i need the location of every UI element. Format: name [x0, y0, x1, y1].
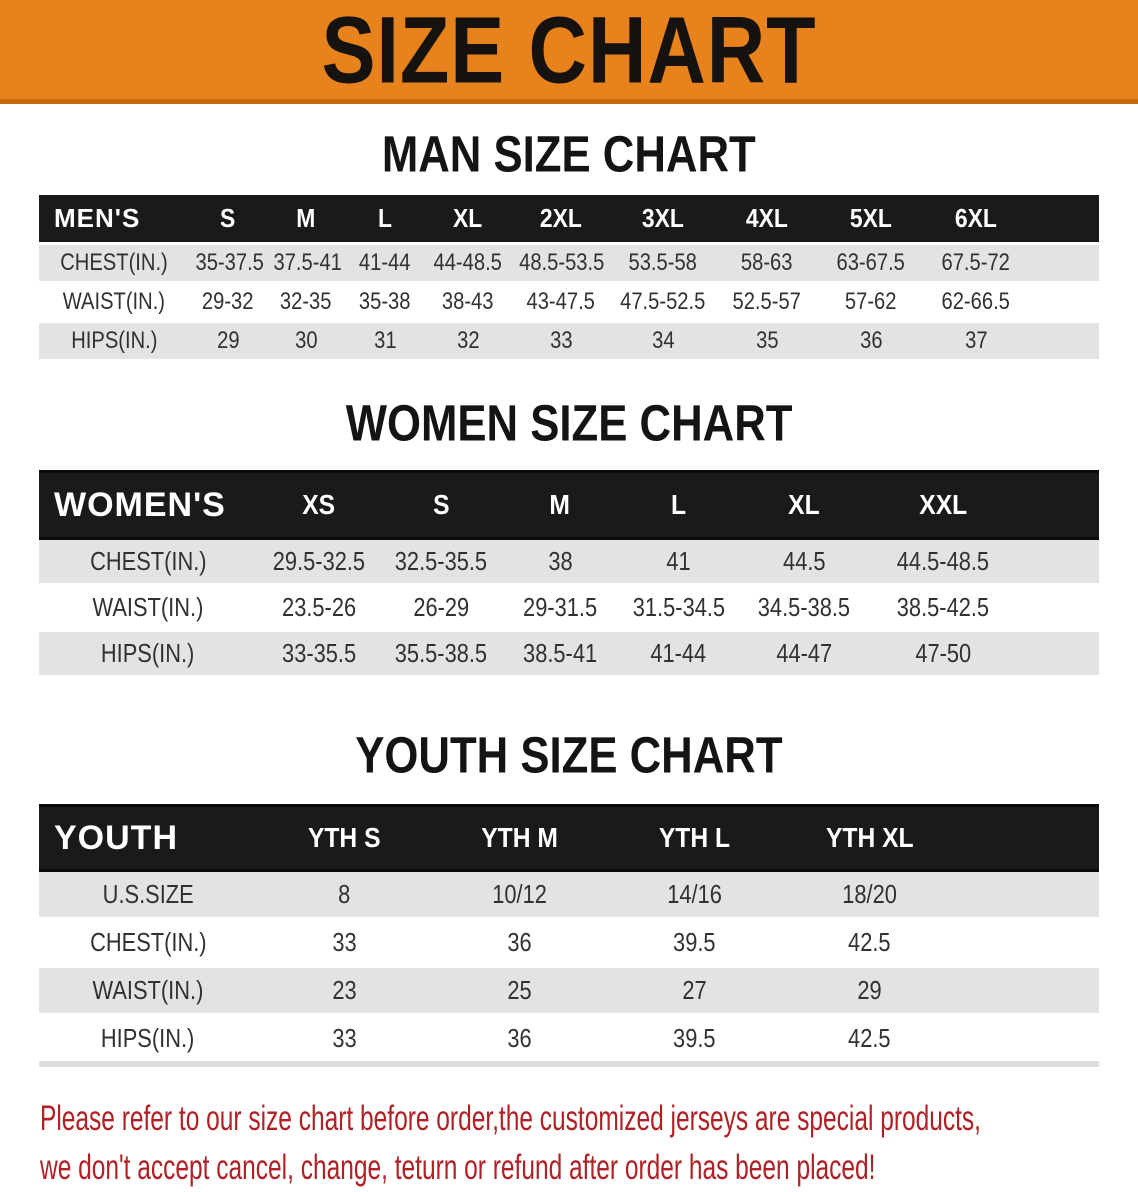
- row-filler: [957, 871, 1099, 919]
- size-value-cell: [715, 244, 819, 283]
- size-value-cell-text: 53.5-58: [628, 249, 698, 276]
- size-value-cell-text: 32-35: [280, 288, 332, 315]
- size-value-cell: [425, 283, 511, 322]
- table-row: [39, 631, 1099, 677]
- row-label-text: WAIST(IN.): [62, 288, 166, 315]
- size-value-cell-text: 38-43: [442, 288, 494, 315]
- size-column-header-text: YTH L: [658, 822, 731, 853]
- row-label: [39, 1015, 257, 1065]
- size-column-header-text: 3XL: [642, 203, 684, 233]
- size-value-cell-text: 47.5-52.5: [620, 288, 706, 315]
- size-value-cell: [607, 871, 782, 919]
- row-label-text: HIPS(IN.): [101, 1023, 195, 1053]
- header-filler: [1016, 472, 1099, 539]
- size-value-cell: [381, 539, 501, 585]
- size-column-header: [870, 472, 1016, 539]
- disclaimer-line-2: we don't accept cancel, change, teturn or refund after order has been placed!: [40, 1148, 876, 1187]
- size-value-cell: [257, 631, 381, 677]
- size-value-cell: [870, 539, 1016, 585]
- size-column-header: [501, 472, 619, 539]
- size-value-cell-text: 41: [666, 546, 691, 576]
- size-value-cell: [432, 919, 607, 967]
- row-label: [39, 631, 257, 677]
- size-value-cell: [267, 283, 345, 322]
- size-value-cell: [715, 283, 819, 322]
- size-value-cell-text: 35.5-38.5: [394, 638, 488, 668]
- size-value-cell: [345, 283, 425, 322]
- table-header-row: [39, 195, 1099, 244]
- youth-size-section: [0, 726, 1138, 1067]
- size-column-header: [345, 195, 425, 244]
- size-value-cell-text: 44-47: [776, 638, 832, 668]
- size-value-cell-text: 33: [332, 1023, 357, 1053]
- youth-section-title-text: YOUTH SIZE CHART: [355, 726, 783, 784]
- size-column-header: [782, 806, 957, 871]
- size-value-cell-text: 35: [755, 327, 779, 354]
- size-value-cell-text: 42.5: [848, 1023, 891, 1053]
- size-value-cell-text: 8: [338, 879, 351, 909]
- size-value-cell: [189, 244, 267, 283]
- size-value-cell: [267, 244, 345, 283]
- size-value-cell: [607, 967, 782, 1015]
- size-value-cell-text: 30: [294, 327, 318, 354]
- size-value-cell: [501, 585, 619, 631]
- size-value-cell: [511, 244, 611, 283]
- row-label: [39, 919, 257, 967]
- row-filler: [1016, 539, 1099, 585]
- size-value-cell-text: 44.5: [782, 546, 826, 576]
- order-disclaimer: [40, 1094, 1138, 1192]
- size-value-cell: [381, 585, 501, 631]
- size-value-cell-text: 57-62: [845, 288, 897, 315]
- size-value-cell: [257, 919, 432, 967]
- size-column-header-text: YTH XL: [825, 822, 914, 853]
- size-value-cell-text: 27: [682, 975, 707, 1005]
- table-row: [39, 283, 1099, 322]
- size-column-header: [257, 472, 381, 539]
- row-label: [39, 244, 189, 283]
- size-value-cell-text: 52.5-57: [732, 288, 802, 315]
- size-value-cell: [738, 539, 870, 585]
- size-value-cell-text: 34: [651, 327, 675, 354]
- row-filler: [1029, 322, 1099, 361]
- size-value-cell-text: 33: [332, 927, 357, 957]
- size-value-cell-text: 29: [216, 327, 240, 354]
- table-corner-label-text: MEN'S: [54, 203, 141, 233]
- size-value-cell: [619, 539, 738, 585]
- table-row: [39, 244, 1099, 283]
- size-column-header-text: S: [432, 489, 450, 520]
- size-value-cell: [267, 322, 345, 361]
- size-value-cell: [425, 244, 511, 283]
- size-value-cell: [738, 585, 870, 631]
- size-column-header-text: YTH S: [308, 822, 381, 853]
- row-filler: [957, 1015, 1099, 1065]
- size-column-header-text: YTH M: [481, 822, 558, 853]
- size-value-cell: [611, 283, 715, 322]
- size-value-cell-text: 31.5-34.5: [632, 592, 725, 622]
- size-column-header: [511, 195, 611, 244]
- size-value-cell: [189, 322, 267, 361]
- women-size-section: [0, 394, 1138, 678]
- size-value-cell-text: 38.5-42.5: [896, 592, 990, 622]
- size-value-cell: [923, 283, 1029, 322]
- table-row: [39, 1015, 1099, 1065]
- row-label: [39, 871, 257, 919]
- men-size-section: [0, 125, 1138, 362]
- table-corner-label: [39, 472, 257, 539]
- table-corner-label: [39, 195, 189, 244]
- size-value-cell-text: 29: [857, 975, 882, 1005]
- size-value-cell-text: 39.5: [673, 1023, 716, 1053]
- size-column-header: [381, 472, 501, 539]
- size-value-cell-text: 62-66.5: [941, 288, 1011, 315]
- row-filler: [957, 919, 1099, 967]
- table-corner-label-text: YOUTH: [54, 818, 178, 857]
- size-value-cell: [345, 244, 425, 283]
- size-value-cell: [923, 244, 1029, 283]
- table-header-row: [39, 472, 1099, 539]
- size-column-header-text: XS: [302, 489, 336, 520]
- header-filler: [1029, 195, 1099, 244]
- size-column-header-text: 6XL: [955, 203, 997, 233]
- size-value-cell: [432, 967, 607, 1015]
- size-value-cell-text: 32.5-35.5: [394, 546, 488, 576]
- size-column-header: [267, 195, 345, 244]
- men-section-title-text: MAN SIZE CHART: [382, 125, 756, 183]
- row-filler: [1016, 631, 1099, 677]
- size-column-header-text: M: [296, 203, 316, 233]
- size-value-cell: [501, 539, 619, 585]
- size-value-cell: [432, 1015, 607, 1065]
- row-label: [39, 283, 189, 322]
- size-column-header-text: M: [549, 489, 571, 520]
- row-label: [39, 967, 257, 1015]
- size-value-cell: [782, 919, 957, 967]
- size-value-cell: [257, 585, 381, 631]
- size-value-cell-text: 58-63: [741, 249, 793, 276]
- size-value-cell: [257, 1015, 432, 1065]
- size-value-cell-text: 31: [373, 327, 397, 354]
- size-value-cell: [257, 871, 432, 919]
- size-value-cell: [501, 631, 619, 677]
- size-value-cell: [511, 283, 611, 322]
- size-value-cell-text: 35-38: [359, 288, 411, 315]
- women-size-table: [39, 470, 1099, 678]
- size-column-header: [738, 472, 870, 539]
- size-value-cell-text: 18/20: [842, 879, 897, 909]
- row-label: [39, 322, 189, 361]
- table-header-row: [39, 806, 1099, 871]
- size-value-cell: [923, 322, 1029, 361]
- table-row: [39, 322, 1099, 361]
- size-column-header-text: L: [670, 489, 687, 520]
- size-value-cell-text: 36: [859, 327, 883, 354]
- size-column-header: [257, 806, 432, 871]
- size-value-cell-text: 44.5-48.5: [896, 546, 990, 576]
- table-corner-label: [39, 806, 257, 871]
- size-value-cell: [425, 322, 511, 361]
- size-value-cell: [511, 322, 611, 361]
- size-column-header-text: 4XL: [746, 203, 788, 233]
- size-value-cell: [607, 1015, 782, 1065]
- row-label-text: U.S.SIZE: [102, 879, 194, 909]
- table-row: [39, 539, 1099, 585]
- size-value-cell-text: 34.5-38.5: [757, 592, 851, 622]
- size-value-cell-text: 48.5-53.5: [519, 249, 605, 276]
- women-section-title: [0, 394, 1138, 452]
- row-filler: [1016, 585, 1099, 631]
- size-column-header: [611, 195, 715, 244]
- size-value-cell: [782, 1015, 957, 1065]
- size-value-cell-text: 10/12: [492, 879, 547, 909]
- row-label-text: CHEST(IN.): [60, 249, 168, 276]
- size-chart-banner: [0, 0, 1138, 104]
- youth-section-title: [0, 726, 1138, 784]
- youth-size-table: [39, 804, 1099, 1067]
- size-value-cell-text: 44-48.5: [433, 249, 503, 276]
- size-value-cell: [611, 322, 715, 361]
- size-value-cell-text: 43-47.5: [526, 288, 596, 315]
- men-size-table: [39, 195, 1099, 362]
- size-value-cell: [619, 585, 738, 631]
- size-value-cell-text: 29-32: [202, 288, 254, 315]
- size-value-cell-text: 33-35.5: [281, 638, 357, 668]
- size-value-cell: [189, 283, 267, 322]
- size-column-header: [923, 195, 1029, 244]
- size-value-cell: [870, 631, 1016, 677]
- row-filler: [1029, 244, 1099, 283]
- row-label: [39, 539, 257, 585]
- size-value-cell-text: 14/16: [667, 879, 722, 909]
- size-value-cell-text: 37: [964, 327, 988, 354]
- size-value-cell-text: 36: [507, 1023, 532, 1053]
- row-filler: [1029, 283, 1099, 322]
- size-value-cell-text: 42.5: [848, 927, 891, 957]
- row-label-text: WAIST(IN.): [92, 592, 204, 622]
- row-label-text: CHEST(IN.): [89, 546, 207, 576]
- size-column-header-text: 5XL: [850, 203, 892, 233]
- banner-title: SIZE CHART: [321, 0, 817, 103]
- size-column-header: [607, 806, 782, 871]
- size-value-cell-text: 47-50: [915, 638, 971, 668]
- size-value-cell-text: 29-31.5: [522, 592, 598, 622]
- size-value-cell: [611, 244, 715, 283]
- size-value-cell-text: 23: [332, 975, 357, 1005]
- row-label: [39, 585, 257, 631]
- table-row: [39, 585, 1099, 631]
- size-value-cell: [257, 967, 432, 1015]
- size-value-cell-text: 32: [456, 327, 480, 354]
- table-row: [39, 871, 1099, 919]
- size-value-cell-text: 26-29: [413, 592, 469, 622]
- men-section-title: [0, 125, 1138, 183]
- header-filler: [957, 806, 1099, 871]
- size-column-header-text: L: [378, 203, 392, 233]
- size-column-header: [432, 806, 607, 871]
- row-label-text: WAIST(IN.): [92, 975, 204, 1005]
- size-column-header: [715, 195, 819, 244]
- size-value-cell-text: 29.5-32.5: [272, 546, 366, 576]
- size-column-header-text: S: [220, 203, 236, 233]
- size-value-cell: [738, 631, 870, 677]
- size-value-cell-text: 41-44: [650, 638, 707, 668]
- size-column-header: [619, 472, 738, 539]
- size-value-cell-text: 41-44: [359, 249, 411, 276]
- size-value-cell-text: 35-37.5: [195, 249, 264, 276]
- size-value-cell-text: 23.5-26: [281, 592, 357, 622]
- size-column-header: [425, 195, 511, 244]
- size-value-cell: [381, 631, 501, 677]
- size-value-cell: [819, 322, 923, 361]
- size-value-cell: [819, 244, 923, 283]
- size-value-cell-text: 25: [507, 975, 532, 1005]
- size-value-cell-text: 38: [547, 546, 573, 576]
- size-column-header-text: XL: [788, 489, 820, 520]
- row-filler: [957, 967, 1099, 1015]
- table-row: [39, 919, 1099, 967]
- size-value-cell: [432, 871, 607, 919]
- size-value-cell-text: 37.5-41: [273, 249, 342, 276]
- row-label-text: HIPS(IN.): [70, 327, 158, 354]
- row-label-text: CHEST(IN.): [89, 927, 207, 957]
- size-value-cell: [870, 585, 1016, 631]
- row-label-text: HIPS(IN.): [101, 638, 195, 668]
- size-column-header: [189, 195, 267, 244]
- women-section-title-text: WOMEN SIZE CHART: [345, 394, 793, 452]
- size-value-cell: [607, 919, 782, 967]
- size-value-cell-text: 36: [507, 927, 532, 957]
- table-row: [39, 967, 1099, 1015]
- size-value-cell: [619, 631, 738, 677]
- size-value-cell-text: 33: [549, 327, 573, 354]
- size-value-cell: [782, 967, 957, 1015]
- size-value-cell-text: 38.5-41: [522, 638, 598, 668]
- size-value-cell-text: 63-67.5: [836, 249, 906, 276]
- size-column-header-text: XXL: [919, 489, 967, 520]
- size-column-header-text: XL: [453, 203, 483, 233]
- size-value-cell: [782, 871, 957, 919]
- table-corner-label-text: WOMEN'S: [54, 485, 226, 524]
- size-value-cell: [819, 283, 923, 322]
- size-column-header: [819, 195, 923, 244]
- size-value-cell: [257, 539, 381, 585]
- size-value-cell: [345, 322, 425, 361]
- size-value-cell-text: 67.5-72: [941, 249, 1011, 276]
- size-value-cell-text: 39.5: [673, 927, 716, 957]
- disclaimer-line-1: Please refer to our size chart before order,the customized jerseys are special products,: [40, 1099, 981, 1138]
- size-column-header-text: 2XL: [540, 203, 582, 233]
- size-value-cell: [715, 322, 819, 361]
